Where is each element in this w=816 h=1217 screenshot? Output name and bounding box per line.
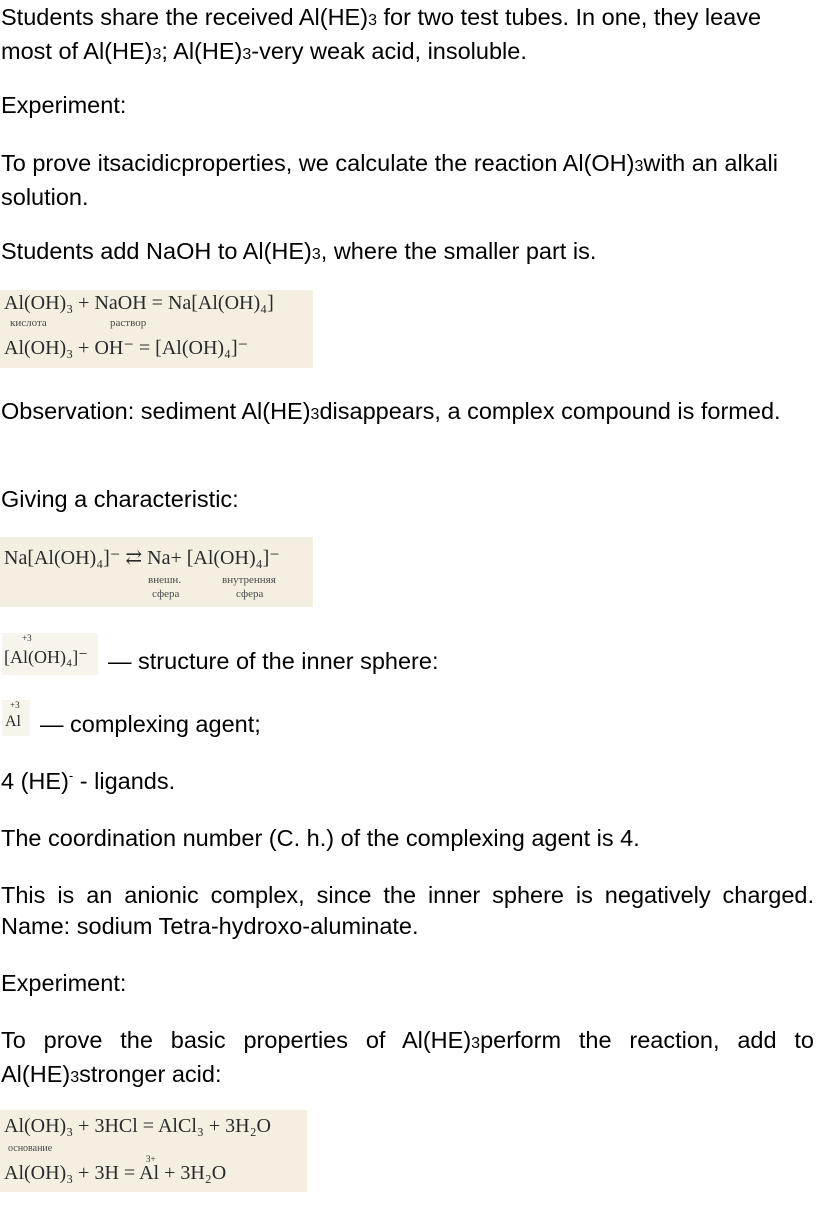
text-span: perform the reaction, add to Al(HE) <box>1 1027 814 1087</box>
formula-label: сфера <box>152 588 180 600</box>
text-span: 4 (HE) <box>1 768 69 794</box>
formula-line: Al(OH)₃ + 3H = Al + 3H₂O <box>4 1162 227 1184</box>
subscript: 3 <box>70 1069 80 1086</box>
text-span: , where the smaller part is. <box>320 238 597 264</box>
text-span: To prove the basic properties of Al(HE) <box>1 1027 472 1053</box>
formula-image-inner-sphere <box>2 633 98 675</box>
paragraph-observation <box>1 396 814 430</box>
text-span: ; Al(HE) <box>161 38 243 64</box>
text-span: To prove itsacidicproperties, we calculate the reaction Al(OH) <box>1 150 635 176</box>
formula-image-dissociation <box>0 537 313 607</box>
formula-label: внутренняя <box>222 574 276 586</box>
formula-line: Al <box>5 713 21 730</box>
formula-line: Al(OH)₃ + 3HCl = AlCl₃ + 3H₂O <box>4 1115 271 1137</box>
subscript: 3 <box>310 406 320 423</box>
text-span: - ligands. <box>73 768 176 794</box>
subscript: 3 <box>471 1035 481 1052</box>
text-span: for two test tubes. In one, they leave most of Al(HE) <box>1 4 762 64</box>
formula-label: основание <box>8 1143 53 1154</box>
text-span: disappears, a complex compound is formed. <box>319 398 781 424</box>
formula-label: сфера <box>236 588 264 600</box>
subscript: 3 <box>311 246 321 263</box>
formula-image-naoh-reaction <box>0 290 313 368</box>
formula-label: кислота <box>10 317 47 329</box>
text-span: Students share the received Al(HE) <box>1 4 369 30</box>
text-span: stronger acid: <box>79 1061 222 1087</box>
paragraph-anionic-complex: This is an anionic complex, since the inner sphere is negatively charged. Name: sodium Tetra-hydroxo-aluminate. <box>1 882 814 939</box>
heading-experiment-1: Experiment: <box>1 92 127 118</box>
formula-image-complexing-agent <box>2 700 30 736</box>
formula-line: Na[Al(OH)₄]⁻ ⇄ Na+ [Al(OH)₄]⁻ <box>4 547 280 569</box>
formula-label: раствор <box>110 317 147 329</box>
text-span: -very weak acid, insoluble. <box>251 38 527 64</box>
subscript: 3 <box>152 46 162 63</box>
subscript: 3 <box>634 158 644 175</box>
heading-experiment-2: Experiment: <box>1 970 127 996</box>
oxidation-state: 3+ <box>146 1154 156 1164</box>
subscript: 3 <box>368 12 377 29</box>
paragraph-acidic <box>1 148 814 213</box>
paragraph-complexing-agent: — complexing agent; <box>40 711 261 737</box>
superscript: - <box>68 768 74 783</box>
subscript: 3 <box>242 46 252 63</box>
oxidation-state: +3 <box>22 633 32 643</box>
text-span: Observation: sediment Al(HE) <box>1 398 311 424</box>
paragraph-inner-sphere: — structure of the inner sphere: <box>108 648 439 674</box>
paragraph-intro <box>1 2 814 70</box>
text-span: with an alkali solution. <box>1 150 778 210</box>
formula-line: Al(OH)₃ + OH⁻ = [Al(OH)₄]⁻ <box>4 337 249 359</box>
text-span: Students add NaOH to Al(HE) <box>1 238 312 264</box>
formula-label: внешн. <box>148 574 182 586</box>
paragraph-basic <box>1 1025 814 1093</box>
formula-line: Al(OH)₃ + NaOH = Na[Al(OH)₄] <box>4 292 274 314</box>
paragraph-characteristic: Giving a characteristic: <box>1 486 239 512</box>
paragraph-ligands <box>1 766 814 797</box>
formula-image-hcl-reaction <box>0 1110 307 1192</box>
paragraph-naoh <box>1 236 814 270</box>
paragraph-coordination-number: The coordination number (C. h.) of the complexing agent is 4. <box>1 825 640 851</box>
formula-line: [Al(OH)₄]⁻ <box>4 647 88 667</box>
oxidation-state: +3 <box>10 700 20 710</box>
